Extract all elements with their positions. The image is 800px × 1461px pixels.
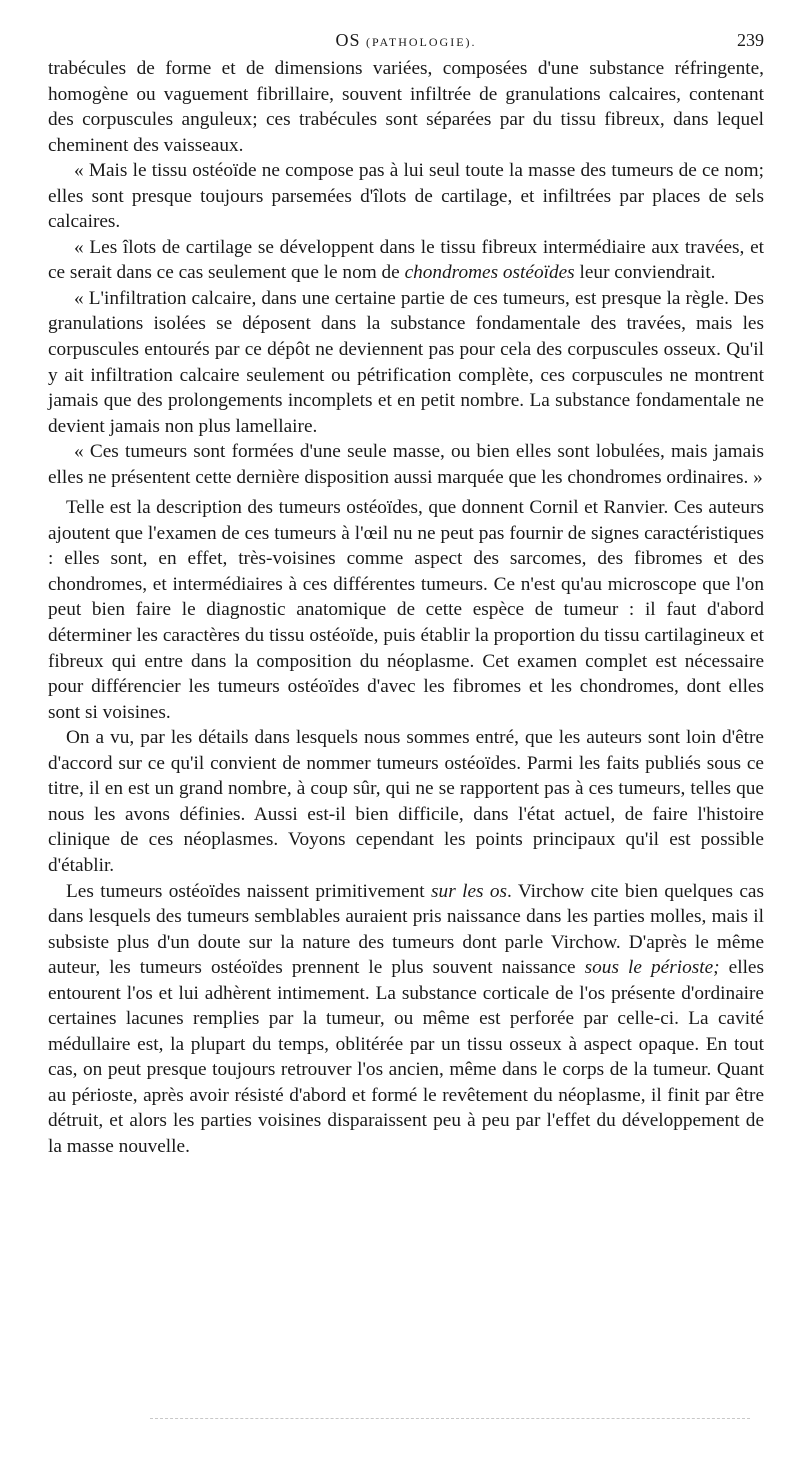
body-text [48, 56, 764, 1160]
running-title-sub: (PATHOLOGIE). [365, 35, 477, 49]
paragraph-quote-ilots-cartilage [48, 235, 764, 286]
paragraph-text: Les tumeurs ostéoïdes naissent primitivement [66, 880, 432, 902]
paragraph-emphasis: sur les os [431, 880, 508, 902]
paragraph-emphasis: chondromes ostéoïdes [404, 262, 575, 284]
paragraph-text: leur conviendrait. [574, 262, 716, 284]
paragraph-text: « Mais le tissu ostéoïde ne compose pas à lui seul toute la masse des tumeurs de ce nom; elles sont presque toujours parsemées d'îlots de cartilage, et infiltrées par places de sels calcaires. [48, 160, 764, 233]
paragraph-text: « Ces tumeurs sont formées d'une seule masse, ou bien elles sont lobulées, mais jamais elles ne présentent cette dernière disposition aussi marquée que les chondromes ordinaires. » [48, 441, 764, 488]
paragraph-naissance-os [48, 879, 764, 1160]
paragraph-quote-tissu-osteoide [48, 158, 764, 235]
paragraph-text: « Les îlots de cartilage se développent dans le tissu fibreux intermédiaire aux travées, et ce serait dans ce cas seulement que le nom de [48, 236, 764, 284]
running-title-main: OS [335, 30, 361, 50]
page-number: 239 [737, 30, 764, 50]
footer-rule [150, 1418, 750, 1419]
paragraph-cornil-ranvier [48, 495, 764, 725]
running-title [48, 30, 764, 51]
paragraph-text: On a vu, par les détails dans lesquels nous sommes entré, que les auteurs sont loin d'être d'accord sur ce qu'il convient de nommer tumeurs ostéoïdes. Parmi les faits publiés sous ce titre, il en est un grand nombre, à coup sûr, qui ne se rapportent pas à ces tumeurs, telles que nous les avons définies. Aussi est-il bien difficile, dans l'état actuel, de faire l'histoire clinique de ces néoplasmes. Voyons cependant les points principaux qu'il est possible d'établir. [48, 727, 764, 876]
paragraph-text: « L'infiltration calcaire, dans une certaine partie de ces tumeurs, est presque la règle. Des granulations isolées se déposent dans la substance fondamentale des travées, mais les corpuscules entourés par ce dépôt ne deviennent pas pour cela des corpuscules osseux. Qu'il y ait infiltration calcaire seulement ou pétrification complète, ces corpuscules ne montrent jamais que des prolongements incomplets et en petit nombre. La substance fondamentale ne devient jamais non plus lamellaire. [48, 287, 764, 437]
paragraph-text: . Virchow cite bien quelques cas dans lesquels des tumeurs semblables auraient pris naissance dans les parties molles, mais il subsiste plus d'un doute sur la nature des tumeurs dont parle Virchow. D'après le même auteur, les tumeurs ostéoïdes prennent le plus souvent naissance [48, 880, 764, 979]
paragraph-text: trabécules de forme et de dimensions variées, composées d'une substance réfringente, homogène ou vaguement fibrillaire, souvent infiltrée de granulations calcaires, contenant des corpuscules anguleux; ces trabécules sont séparées par du tissu fibreux, dans lequel cheminent des vaisseaux. [48, 58, 764, 156]
page-header [48, 30, 764, 56]
paragraph-trabecules [48, 56, 764, 158]
paragraph-text: elles entourent l'os et lui adhèrent intimement. La substance corticale de l'os présente d'ordinaire certaines lacunes remplies par la tumeur, ou même est perforée par celle-ci. La cavité médullaire est, la plupart du temps, oblitérée par un tissu osseux à aspect opaque. En tout cas, on peut presque toujours retrouver l'os ancien, même dans le corps de la tumeur. Quant au périoste, après avoir résisté d'abord et formé le revêtement du néoplasme, il finit par être détruit, et alors les parties voisines disparaissent peu à peu par l'effet du développement de la masse nouvelle. [48, 957, 764, 1157]
paragraph-quote-masse-lobulee [48, 439, 764, 490]
book-page [48, 30, 764, 1160]
paragraph-quote-infiltration-calcaire [48, 286, 764, 439]
paragraph-text: Telle est la description des tumeurs ostéoïdes, que donnent Cornil et Ranvier. Ces auteurs ajoutent que l'examen de ces tumeurs à l'œil nu ne peut pas fournir de signes caractéristiques : elles sont, en effet, très-voisines comme aspect des sarcomes, des fibromes et des chondromes, et intermédiaires à ces différentes tumeurs. Ce n'est qu'au microscope que l'on peut bien faire le diagnostic anatomique de cette espèce de tumeur : il faut d'abord déterminer les caractères du tissu ostéoïde, puis établir la proportion du tissu cartilagineux et fibreux qui entre dans la composition du néoplasme. Cet examen complet est nécessaire pour différencier les tumeurs ostéoïdes d'avec les fibromes et les chondromes, dont elles sont si voisines. [48, 497, 764, 723]
paragraph-histoire-clinique [48, 725, 764, 878]
paragraph-emphasis: sous le périoste; [584, 957, 720, 979]
